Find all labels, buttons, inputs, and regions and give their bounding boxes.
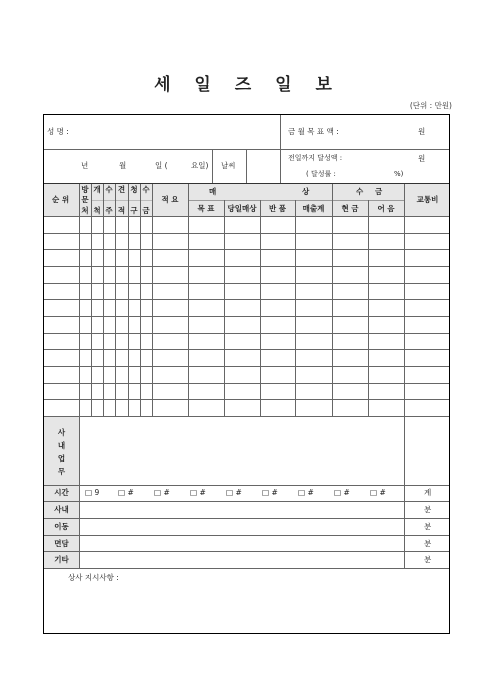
summary-label-office: 사내 bbox=[54, 505, 69, 514]
table-row bbox=[44, 283, 450, 284]
name-field[interactable] bbox=[89, 120, 279, 144]
header-visit-3: 처 bbox=[81, 206, 89, 215]
summary-unit: 분 bbox=[424, 555, 432, 564]
table-row bbox=[44, 349, 450, 350]
header-cheong-2: 구 bbox=[130, 206, 138, 215]
header-sales-total: 매출계 bbox=[302, 204, 325, 213]
table-row bbox=[44, 399, 450, 400]
achieved-label: 전일까지 달성액 : bbox=[288, 154, 343, 162]
achievement-rate-unit: %) bbox=[394, 170, 404, 178]
header-cash: 현 금 bbox=[341, 204, 359, 213]
header-returns: 반 품 bbox=[268, 204, 287, 213]
header-su-2: 주 bbox=[105, 206, 113, 215]
time-slot[interactable]: □ # bbox=[226, 488, 242, 497]
divider bbox=[332, 184, 333, 200]
divider bbox=[44, 216, 450, 217]
divider bbox=[188, 184, 189, 416]
header-gae-1: 개 bbox=[93, 185, 101, 194]
table-row bbox=[44, 299, 450, 300]
summary-label-travel: 이동 bbox=[54, 522, 69, 531]
achieved-field[interactable] bbox=[354, 151, 416, 165]
header-su-1: 수 bbox=[105, 185, 113, 194]
divider bbox=[91, 200, 152, 201]
header-visit-1: 방 bbox=[81, 185, 89, 194]
divider bbox=[404, 184, 405, 535]
time-label: 시간 bbox=[54, 488, 69, 497]
table-row bbox=[44, 535, 450, 536]
time-slot[interactable]: □ # bbox=[118, 488, 134, 497]
name-label: 성 명 : bbox=[47, 127, 69, 136]
table-row bbox=[44, 316, 450, 317]
won-unit: 원 bbox=[418, 154, 426, 163]
header-transport: 교통비 bbox=[416, 195, 439, 204]
summary-label-meeting: 면담 bbox=[54, 539, 69, 548]
weather-field[interactable] bbox=[247, 150, 280, 182]
table-row bbox=[44, 383, 450, 384]
header-gyeon-2: 적 bbox=[117, 206, 126, 215]
header-visit-2: 문 bbox=[81, 195, 89, 204]
summary-label-other: 기타 bbox=[54, 555, 69, 564]
time-slot[interactable]: □ # bbox=[262, 488, 278, 497]
monthly-target-label: 금 월 목 표 액 : bbox=[288, 127, 339, 136]
divider bbox=[404, 485, 405, 568]
header-gyeon-1: 견 bbox=[117, 185, 126, 194]
report-form bbox=[43, 114, 450, 634]
office-work-3: 업 bbox=[57, 454, 66, 463]
time-slot[interactable]: □ # bbox=[370, 488, 386, 497]
date-day: 일 ( bbox=[155, 161, 168, 170]
won-unit: 원 bbox=[418, 127, 426, 136]
table-row bbox=[44, 333, 450, 334]
report-title: 세 일 즈 일 보 bbox=[154, 75, 341, 95]
table-row bbox=[44, 249, 450, 250]
divider bbox=[152, 184, 153, 416]
office-work-2: 내 bbox=[57, 441, 66, 450]
header-sales-1: 매 bbox=[209, 187, 217, 196]
time-slot-start[interactable]: □ 9 bbox=[85, 488, 100, 497]
time-total-label: 계 bbox=[424, 488, 432, 497]
divider bbox=[140, 184, 141, 416]
supervisor-note-field[interactable] bbox=[45, 587, 449, 632]
date-year: 년 bbox=[81, 161, 89, 170]
time-slot[interactable]: □ # bbox=[298, 488, 314, 497]
supervisor-note-label: 상사 지시사항 : bbox=[68, 573, 119, 582]
date-weekday: 요일) bbox=[191, 161, 209, 170]
header-collect-2: 금 bbox=[375, 187, 383, 196]
table-row bbox=[44, 233, 450, 234]
divider bbox=[128, 184, 129, 416]
header-sugeum-1: 수 bbox=[142, 185, 150, 194]
header-bill: 어 음 bbox=[377, 204, 395, 213]
header-target: 목 표 bbox=[197, 204, 215, 213]
divider bbox=[44, 568, 450, 569]
table-row bbox=[44, 518, 450, 519]
office-work-1: 사 bbox=[57, 428, 66, 437]
time-slot[interactable]: □ # bbox=[334, 488, 350, 497]
divider bbox=[44, 485, 450, 486]
divider bbox=[115, 184, 116, 416]
monthly-target-field[interactable] bbox=[354, 120, 424, 144]
table-row bbox=[44, 266, 450, 267]
date-month: 월 bbox=[119, 161, 127, 170]
time-slot[interactable]: □ # bbox=[190, 488, 206, 497]
header-sugeum-2: 금 bbox=[142, 206, 150, 215]
divider bbox=[103, 184, 104, 416]
header-daily-sales: 당일매상 bbox=[227, 204, 257, 213]
divider bbox=[44, 501, 450, 502]
header-cheong-1: 청 bbox=[130, 185, 138, 194]
weather-label: 날씨 bbox=[221, 161, 236, 170]
divider bbox=[79, 485, 80, 568]
divider bbox=[280, 115, 281, 183]
time-slot[interactable]: □ # bbox=[154, 488, 170, 497]
unit-note: (단위 : 만원) bbox=[409, 101, 452, 110]
summary-unit: 분 bbox=[424, 539, 432, 548]
summary-unit: 분 bbox=[424, 522, 432, 531]
office-work-field[interactable] bbox=[80, 417, 404, 485]
header-remarks: 적 요 bbox=[161, 195, 179, 204]
table-row bbox=[44, 551, 450, 552]
header-order: 순 위 bbox=[52, 195, 70, 204]
summary-unit: 분 bbox=[424, 505, 432, 514]
achievement-rate-label: ( 달성률 : bbox=[306, 170, 336, 178]
divider bbox=[91, 184, 92, 416]
office-work-4: 무 bbox=[57, 467, 66, 476]
achievement-rate-field[interactable] bbox=[349, 167, 393, 181]
header-gae-2: 척 bbox=[93, 206, 101, 215]
divider bbox=[212, 149, 213, 183]
header-sales-2: 상 bbox=[302, 187, 310, 196]
table-row bbox=[44, 366, 450, 367]
header-collect-1: 수 bbox=[356, 187, 364, 196]
divider bbox=[188, 200, 404, 201]
